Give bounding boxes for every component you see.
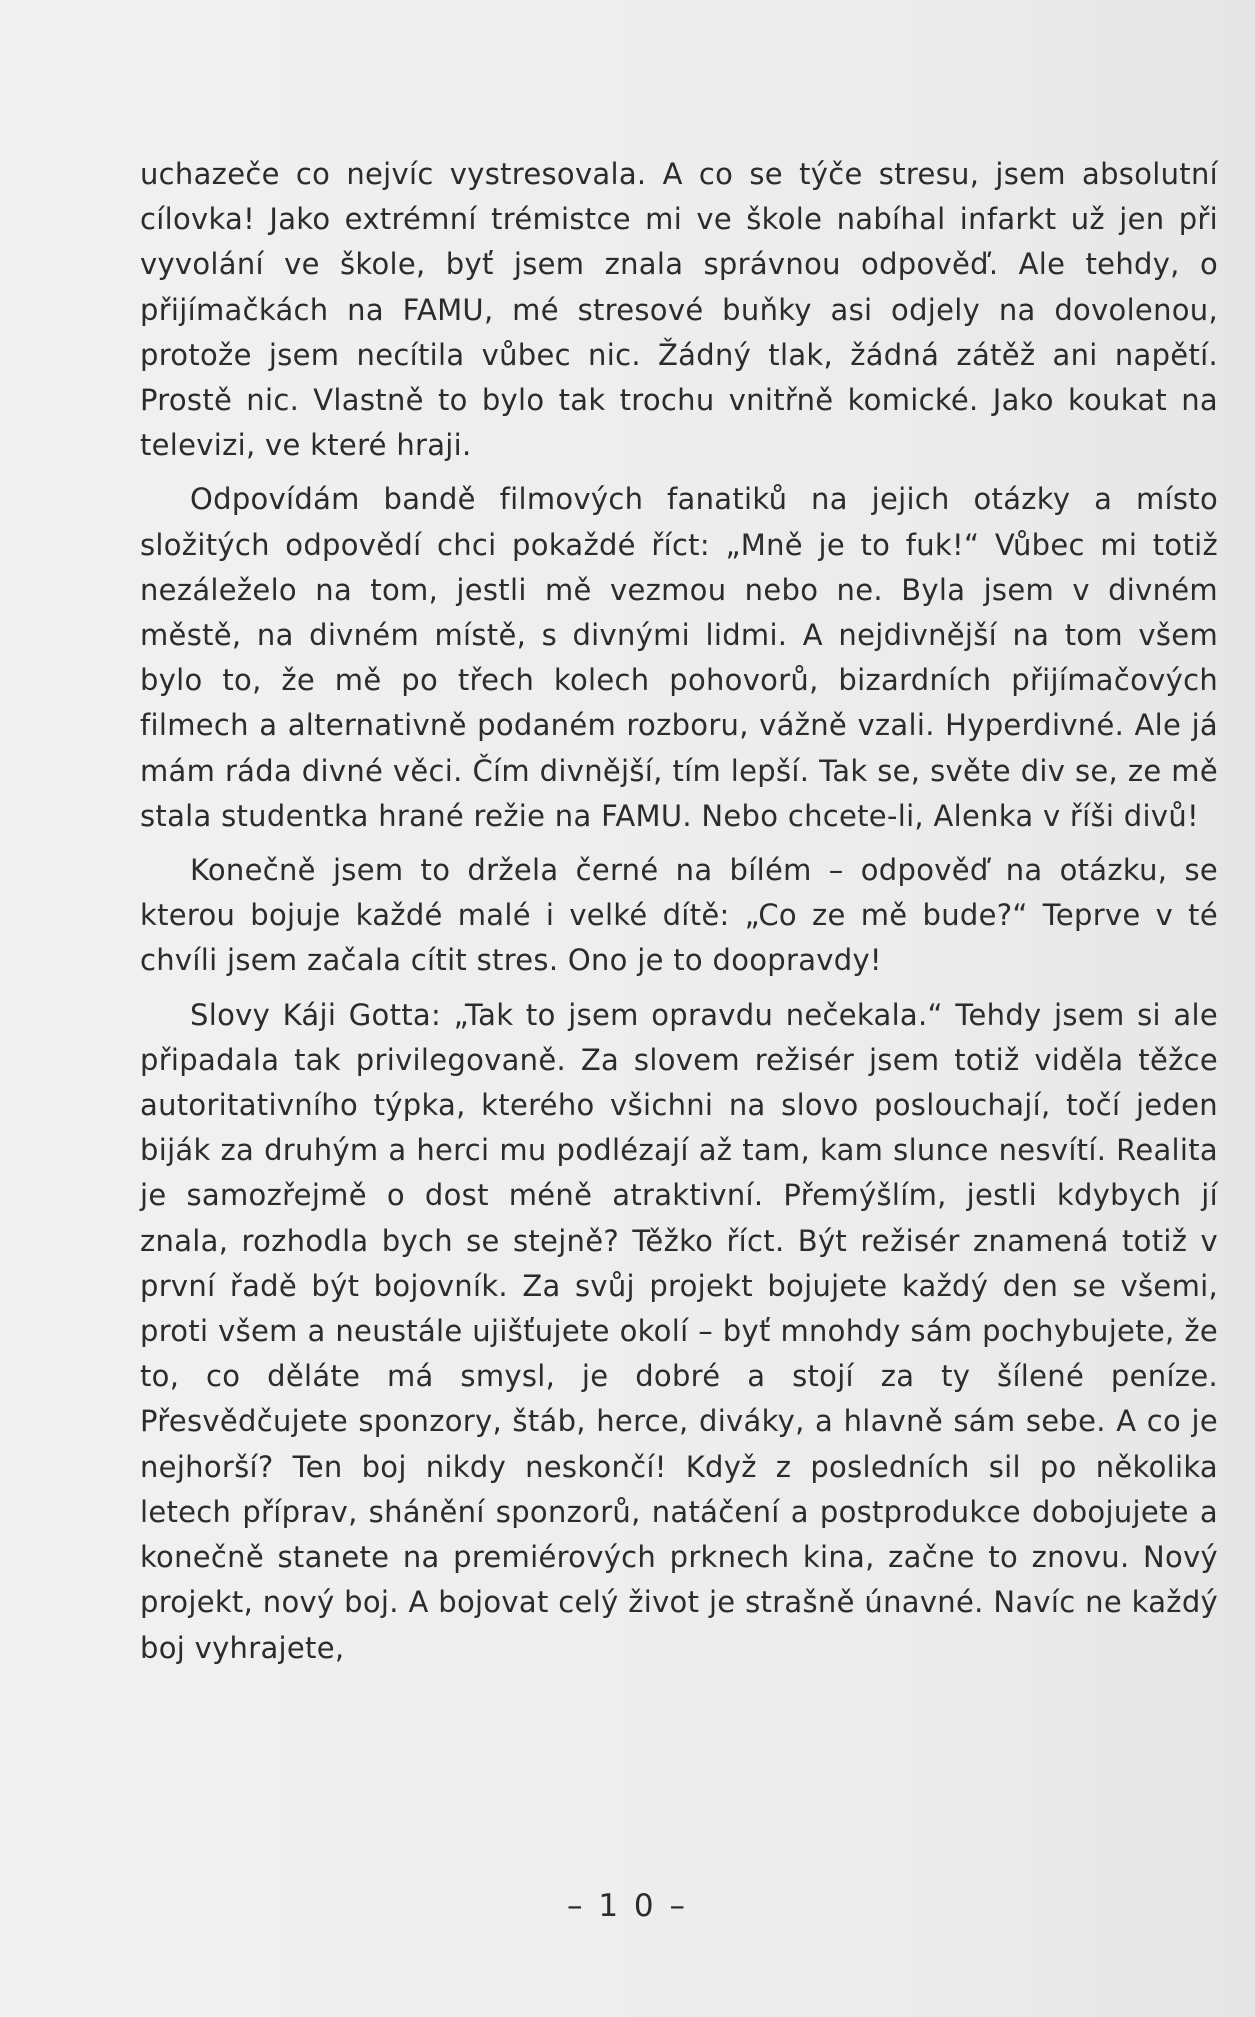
paragraph: Konečně jsem to držela černé na bílém – odpověď na otázku, se kterou bojuje každé malé i velké dítě: „Co ze mě bude?“ Teprve v té chvíli jsem začala cítit stres. Ono je to doopravdy! — [140, 853, 1218, 978]
paragraph: Odpovídám bandě filmových fanatiků na jejich otázky a místo složitých odpovědí chci pokaždé říct: „Mně je to fuk!“ Vůbec mi totiž nezáleželo na tom, jestli mě vezmou nebo ne. Byla jsem v divném městě, na divném místě, s divnými lidmi. A nejdivnější na tom všem bylo to, že mě po třech kolech pohovorů, bizardních přijímačových filmech a alternativně podaném rozboru, vážně vzali. Hyperdivné. Ale já mám ráda divné věci. Čím divnější, tím lepší. Tak se, světe div se, ze mě stala studentka hrané režie na FAMU. Nebo chcete-li, Alenka v říši divů! — [140, 482, 1218, 833]
paragraph: Slovy Káji Gotta: „Tak to jsem opravdu nečekala.“ Tehdy jsem si ale připadala tak privilegovaně. Za slovem režisér jsem totiž viděla těžce autoritativního týpka, kterého všichni na slovo poslouchají, točí jeden biják za druhým a herci mu podlézají až tam, kam slunce nesvítí. Realita je samozřejmě o dost méně atraktivní. Přemýšlím, jestli kdybych jí znala, rozhodla bych se stejně? Těžko říct. Být režisér znamená totiž v první řadě být bojovník. Za svůj projekt bojujete každý den se všemi, proti všem a neustále ujišťujete okolí – byť mnohdy sám pochybujete, že to, co děláte má smysl, je dobré a stojí za ty šílené peníze. Přesvědčujete sponzory, štáb, herce, diváky, a hlavně sám sebe. A co je nejhorší? Ten boj nikdy neskončí! Když z posledních sil po několika letech příprav, shánění sponzorů, natáčení a postprodukce dobojujete a konečně stanete na premiérových prknech kina, začne to znovu. Nový projekt, nový boj. A bojovat celý život je strašně únavné. Navíc ne každý boj vyhrajete, — [140, 997, 1218, 1665]
page-number: – 1 0 – — [566, 1888, 688, 1924]
paragraph: uchazeče co nejvíc vystresovala. A co se týče stresu, jsem absolutní cílovka! Jako extrémní trémistce mi ve škole nabíhal infarkt už jen při vyvolání ve škole, byť jsem znala správnou odpověď. Ale tehdy, o přijímačkách na FAMU, mé stresové buňky asi odjely na dovolenou, protože jsem necítila vůbec nic. Žádný tlak, žádná zátěž ani napětí. Prostě nic. Vlastně to bylo tak trochu vnitřně komické. Jako koukat na televizi, ve které hraji. — [140, 157, 1218, 463]
body-text — [140, 152, 1218, 1680]
